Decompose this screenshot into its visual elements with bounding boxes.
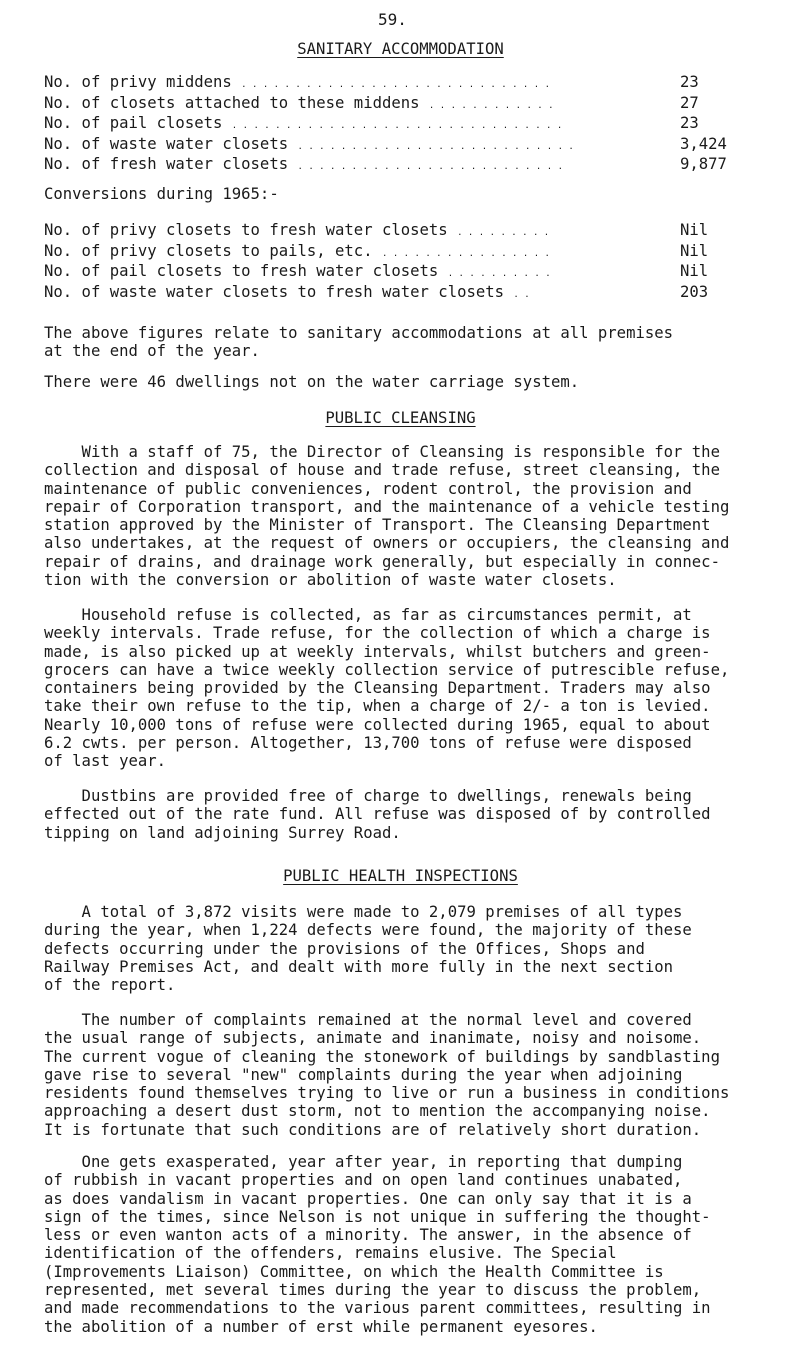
- row-value: Nil: [680, 241, 709, 260]
- text-line: tipping on land adjoining Surrey Road.: [44, 823, 401, 842]
- row-value: 23: [680, 114, 699, 132]
- text-line: the usual range of subjects, animate and inanimate, noisy and noisome.: [44, 1029, 702, 1048]
- row-label: No. of privy middens: [44, 73, 242, 91]
- inspections-paragraph: [44, 1153, 764, 1336]
- text-line: at the end of the year.: [44, 342, 260, 361]
- dot-leader: . . . . . . . . . . . . . . . . . . . . . . . . . . . . .: [241, 80, 551, 90]
- row-label: No. of waste water closets to fresh water closets: [44, 282, 514, 301]
- row-label: No. of waste water closets: [44, 134, 298, 153]
- text-line: One gets exasperated, year after year, in reporting that dumping: [44, 1153, 683, 1171]
- text-line: effected out of the rate fund. All refuse was disposed of by controlled: [44, 805, 711, 824]
- page-number: 59.: [378, 10, 407, 29]
- text-line: during the year, when 1,224 defects were found, the majority of these: [44, 921, 692, 940]
- inspections-heading: PUBLIC HEALTH INSPECTIONS: [283, 867, 518, 885]
- text-line: maintenance of public conveniences, rodent control, the provision and: [44, 479, 692, 498]
- row-label: No. of privy closets to fresh water closets: [44, 221, 458, 239]
- cleansing-paragraph: [44, 443, 764, 589]
- table-row: [44, 114, 562, 136]
- text-line: (Improvements Liaison) Committee, on which the Health Committee is: [44, 1262, 664, 1281]
- dot-leader: . . . . . . . . .: [457, 228, 550, 238]
- text-line: sign of the times, since Nelson is not unique in suffering the thought-: [44, 1207, 711, 1226]
- sanitary-heading: SANITARY ACCOMMODATION: [297, 40, 504, 58]
- text-line: defects occurring under the provisions of the Offices, Shops and: [44, 939, 645, 958]
- text-line: It is fortunate that such conditions are of relatively short duration.: [44, 1120, 702, 1139]
- table-row: [44, 73, 550, 95]
- text-line: approaching a desert dust storm, not to mention the accompanying noise.: [44, 1102, 711, 1121]
- row-value: 9,877: [680, 155, 727, 173]
- text-line: With a staff of 75, the Director of Cleansing is responsible for the: [44, 443, 720, 461]
- text-line: repair of Corporation transport, and the maintenance of a vehicle testing: [44, 497, 730, 516]
- text-line: of rubbish in vacant properties and on open land continues unabated,: [44, 1171, 683, 1190]
- dot-leader: . . . . . . . . . . . . . . . .: [381, 248, 550, 259]
- text-line: the abolition of a number of erst while permanent eyesores.: [44, 1317, 598, 1336]
- text-line: repair of drains, and drainage work generally, but especially in connec-: [44, 552, 720, 571]
- text-line: collection and disposal of house and trade refuse, street cleansing, the: [44, 461, 720, 480]
- table-row: [44, 221, 549, 243]
- text-line: of the report.: [44, 976, 176, 995]
- dot-leader: . . . . . . . . . . . . . . . . . . . . . . . . . . . . . . .: [231, 121, 563, 131]
- table-row: [44, 262, 551, 284]
- text-line: The above figures relate to sanitary accommodations at all premises: [44, 324, 674, 342]
- text-line: of last year.: [44, 752, 167, 771]
- text-line: station approved by the Minister of Transport. The Cleansing Department: [44, 516, 711, 535]
- row-label: No. of pail closets to fresh water closets: [44, 262, 448, 280]
- text-line: take their own refuse to the tip, when a charge of 2/- a ton is levied.: [44, 697, 711, 716]
- text-line: Nearly 10,000 tons of refuse were collected during 1965, equal to about: [44, 715, 711, 734]
- text-line: containers being provided by the Cleansing Department. Traders may also: [44, 679, 711, 698]
- row-value: 27: [680, 93, 699, 112]
- text-line: identification of the offenders, remains elusive. The Special: [44, 1244, 617, 1263]
- sanitary-note: [44, 324, 764, 361]
- row-label: No. of privy closets to pails, etc.: [44, 241, 382, 260]
- text-line: The current vogue of cleaning the stonework of buildings by sandblasting: [44, 1047, 720, 1066]
- text-line: represented, met several times during the year to discuss the problem,: [44, 1281, 702, 1300]
- text-line: grocers can have a twice weekly collection service of putrescible refuse,: [44, 660, 730, 679]
- text-line: weekly intervals. Trade refuse, for the collection of which a charge is: [44, 624, 711, 643]
- dot-leader: . .: [513, 289, 530, 300]
- text-line: Dustbins are provided free of charge to dwellings, renewals being: [44, 787, 692, 805]
- table-row: [44, 135, 574, 157]
- text-line: The number of complaints remained at the normal level and covered: [44, 1011, 692, 1029]
- table-row: [44, 242, 550, 264]
- text-line: Railway Premises Act, and dealt with more fully in the next section: [44, 957, 674, 976]
- text-line: A total of 3,872 visits were made to 2,079 premises of all types: [44, 903, 683, 921]
- cleansing-paragraph: [44, 606, 764, 771]
- row-label: No. of closets attached to these middens: [44, 93, 429, 112]
- conversions-label: Conversions during 1965:-: [44, 185, 279, 203]
- text-line: Household refuse is collected, as far as circumstances permit, at: [44, 606, 692, 624]
- text-line: 6.2 cwts. per person. Altogether, 13,700 tons of refuse were disposed: [44, 734, 692, 753]
- dot-leader: . . . . . . . . . . . . . . . . . . . . . . . . .: [297, 162, 563, 172]
- row-value: 23: [680, 73, 699, 91]
- text-line: less or even wanton acts of a minority. The answer, in the absence of: [44, 1226, 692, 1245]
- dot-leader: . . . . . . . . . . . . . . . . . . . . . . . . . .: [297, 141, 574, 152]
- inspections-paragraph: [44, 903, 764, 994]
- text-line: gave rise to several "new" complaints during the year when adjoining: [44, 1065, 683, 1084]
- row-value: Nil: [680, 221, 709, 239]
- text-line: as does vandalism in vacant properties. One can only say that it is a: [44, 1189, 692, 1208]
- text-line: also undertakes, at the request of owners or occupiers, the cleansing and: [44, 534, 730, 553]
- text-line: and made recommendations to the various parent committees, resulting in: [44, 1299, 711, 1318]
- text-line: residents found themselves trying to live or run a business in conditions: [44, 1084, 730, 1103]
- row-label: No. of fresh water closets: [44, 155, 298, 173]
- dot-leader: . . . . . . . . . .: [447, 269, 551, 279]
- cleansing-paragraph: [44, 787, 764, 842]
- text-line: made, is also picked up at weekly intervals, whilst butchers and green-: [44, 642, 711, 661]
- row-value: 3,424: [680, 134, 727, 153]
- cleansing-heading: PUBLIC CLEANSING: [325, 409, 476, 427]
- dwellings-note: There were 46 dwellings not on the water carriage system.: [44, 373, 580, 391]
- row-value: Nil: [680, 262, 709, 280]
- table-row: [44, 283, 530, 305]
- text-line: tion with the conversion or abolition of waste water closets.: [44, 571, 617, 590]
- row-label: No. of pail closets: [44, 114, 232, 132]
- row-value: 203: [680, 282, 709, 301]
- inspections-paragraph: [44, 1011, 764, 1139]
- dot-leader: . . . . . . . . . . . .: [428, 100, 554, 111]
- table-row: [44, 155, 563, 177]
- table-row: [44, 94, 554, 116]
